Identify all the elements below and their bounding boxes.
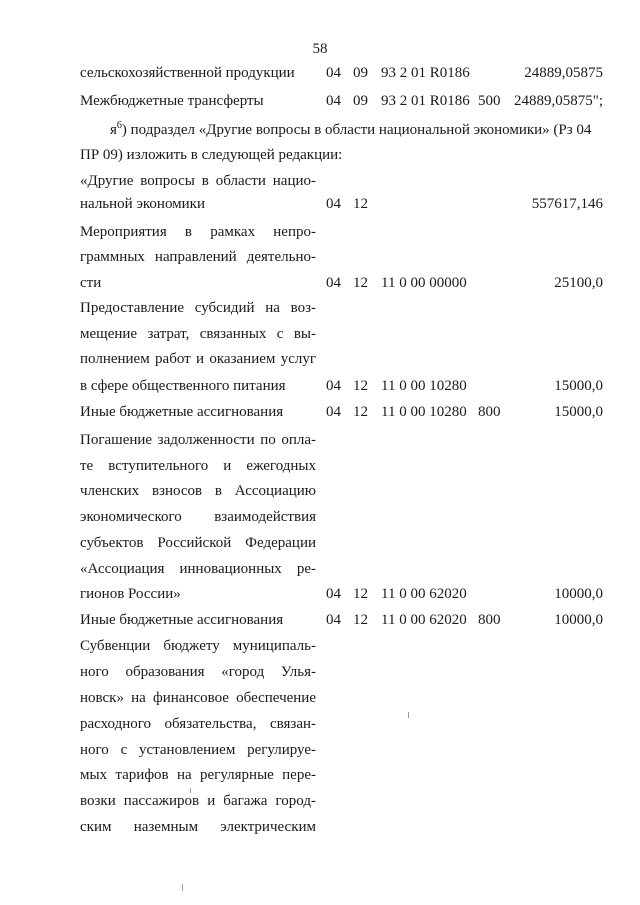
- row-description: Предоставление субсидий на воз-: [80, 300, 316, 316]
- row-description: нальной экономики: [80, 196, 205, 212]
- row-description: Мероприятия в рамках непро-: [80, 224, 316, 240]
- row-description: возки пассажиров и багажа город-: [80, 793, 316, 809]
- rz-code: 04: [326, 586, 341, 602]
- csr-code: 11 0 00 62020: [381, 612, 467, 628]
- pr-code: 12: [353, 378, 368, 394]
- rz-code: 04: [326, 93, 341, 109]
- scan-speck: [408, 712, 409, 718]
- row-description: сти: [80, 275, 102, 291]
- rz-code: 04: [326, 378, 341, 394]
- paragraph-prefix: я: [110, 122, 117, 138]
- footnote-mark: 6: [116, 120, 122, 131]
- pr-code: 12: [353, 404, 368, 420]
- csr-code: 11 0 00 00000: [381, 275, 467, 291]
- row-description: Погашение задолженности по опла-: [80, 432, 316, 448]
- row-description: «Ассоциация инновационных ре-: [80, 561, 316, 577]
- amount: 25100,0: [554, 275, 603, 291]
- row-description: ного с установлением регулируе-: [80, 742, 316, 758]
- pr-code: 12: [353, 612, 368, 628]
- pr-code: 12: [353, 196, 368, 212]
- paragraph-text: ) подраздел «Другие вопросы в области национальной экономики» (Рз 04: [121, 122, 592, 138]
- row-description: Субвенции бюджету муниципаль-: [80, 638, 316, 654]
- row-description: членских взносов в Ассоциацию: [80, 483, 316, 499]
- row-description: экономического взаимодействия: [80, 509, 316, 525]
- scan-speck: [190, 788, 191, 793]
- row-description: ским наземным электрическим: [80, 819, 316, 835]
- page-number: 58: [312, 41, 328, 57]
- scan-speck: [182, 884, 183, 891]
- pr-code: 12: [353, 275, 368, 291]
- amendment-paragraph-line1: [110, 120, 591, 140]
- row-description: полнением работ и оказанием услуг: [80, 351, 316, 367]
- row-description: новск» на финансовое обеспечение: [80, 690, 316, 706]
- rz-code: 04: [326, 275, 341, 291]
- csr-code: 11 0 00 10280: [381, 404, 467, 420]
- row-description: мещение затрат, связанных с вы-: [80, 326, 316, 342]
- amendment-paragraph-line2: ПР 09) изложить в следующей редакции:: [80, 147, 343, 163]
- csr-code: 11 0 00 10280: [381, 378, 467, 394]
- row-description: гионов России»: [80, 586, 181, 602]
- row-description: в сфере общественного питания: [80, 378, 286, 394]
- amount: 10000,0: [554, 612, 603, 628]
- rz-code: 04: [326, 404, 341, 420]
- row-description: те вступительного и ежегодных: [80, 458, 316, 474]
- rz-code: 04: [326, 612, 341, 628]
- amount: 557617,146: [531, 196, 603, 212]
- row-description: субъектов Российской Федерации: [80, 535, 316, 551]
- pr-code: 09: [353, 65, 368, 81]
- row-description: Иные бюджетные ассигнования: [80, 612, 284, 628]
- row-description: Иные бюджетные ассигнования: [80, 404, 284, 420]
- amount: 10000,0: [554, 586, 603, 602]
- row-description: мых тарифов на регулярные пере-: [80, 767, 316, 783]
- rz-code: 04: [326, 196, 341, 212]
- pr-code: 12: [353, 586, 368, 602]
- csr-code: 93 2 01 R0186: [381, 93, 470, 109]
- row-description: «Другие вопросы в области нацио-: [80, 173, 316, 189]
- row-description: сельскохозяйственной продукции: [80, 65, 295, 81]
- pr-code: 09: [353, 93, 368, 109]
- amount: 15000,0: [554, 378, 603, 394]
- csr-code: 93 2 01 R0186: [381, 65, 470, 81]
- amount: 15000,0: [554, 404, 603, 420]
- row-description: граммных направлений деятельно-: [80, 249, 316, 265]
- vr-code: 800: [478, 404, 501, 420]
- row-description: Межбюджетные трансферты: [80, 93, 264, 109]
- vr-code: 500: [478, 93, 501, 109]
- rz-code: 04: [326, 65, 341, 81]
- amount: 24889,05875: [524, 65, 603, 81]
- row-description: расходного обязательства, связан-: [80, 716, 316, 732]
- row-description: ного образования «город Улья-: [80, 664, 316, 680]
- csr-code: 11 0 00 62020: [381, 586, 467, 602]
- amount: 24889,05875";: [513, 93, 603, 109]
- vr-code: 800: [478, 612, 501, 628]
